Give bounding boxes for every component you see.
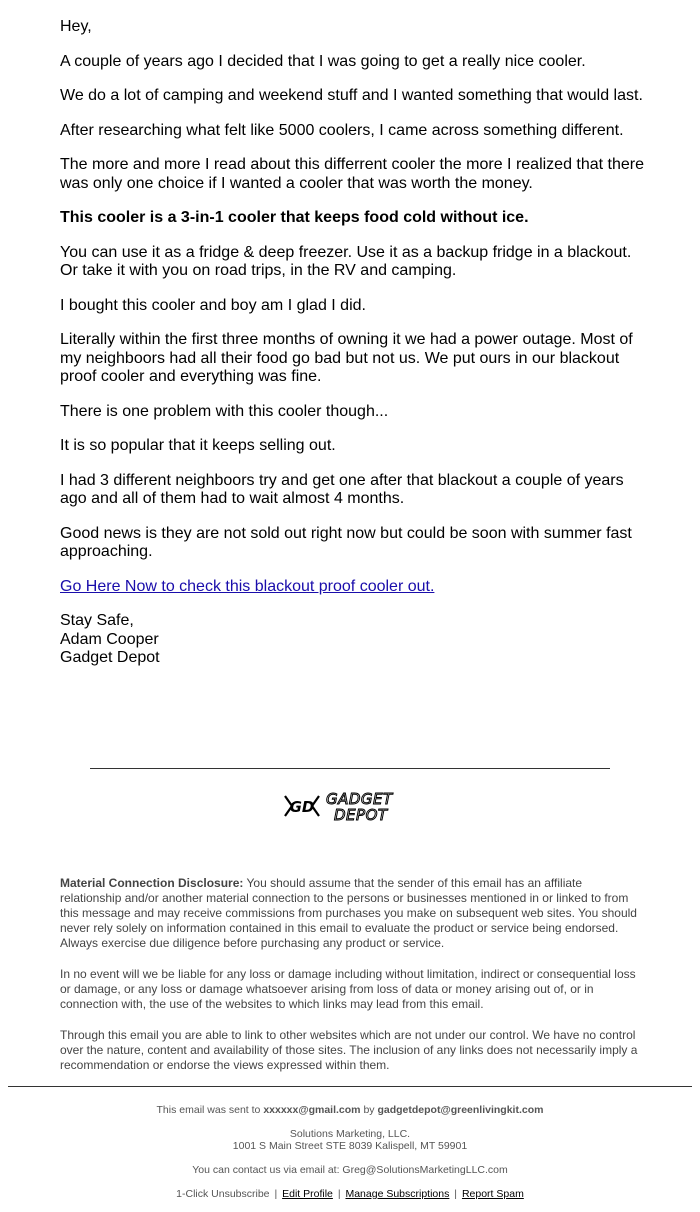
gadget-depot-logo bbox=[282, 788, 422, 824]
disclosure-liability: In no event will we be liable for any loss or damage including without limitation, indirect or consequential loss or damage, or any loss or damage whatsoever arising from loss of data or money arising out of, or in connection with, the use of the websites to which links may lead from this email. bbox=[60, 967, 636, 1011]
logo-word-gadget: GADGET bbox=[326, 790, 393, 808]
sender-email: gadgetdepot@greenlivingkit.com bbox=[377, 1104, 544, 1116]
paragraph-neighbors: I had 3 different neighboors try and get one after that blackout a couple of years ago and all of them had to wait almost 4 months. bbox=[60, 471, 624, 507]
company-address bbox=[0, 1128, 700, 1152]
paragraph-3-in-1: This cooler is a 3-in-1 cooler that keeps food cold without ice. bbox=[60, 209, 529, 226]
email-body bbox=[60, 18, 650, 684]
signoff-company: Gadget Depot bbox=[60, 649, 160, 666]
legal-disclosure bbox=[60, 876, 645, 1089]
paragraph-good-news: Good news is they are not sold out right now but could be soon with summer fast approaching. bbox=[60, 524, 632, 560]
edit-profile-link[interactable]: Edit Profile bbox=[282, 1188, 333, 1200]
contact-line: You can contact us via email at: Greg@SolutionsMarketingLLC.com bbox=[192, 1164, 508, 1176]
footer-divider bbox=[8, 1086, 692, 1087]
paragraph-power-outage: Literally within the first three months of owning it we had a power outage. Most of my neighboors had all their food go bad but not us. We put ours in our blackout proof cooler and everything was fine. bbox=[60, 331, 633, 385]
logo-mark-text: GD bbox=[289, 798, 315, 816]
disclosure-text: You should assume that the sender of this email has an affiliate relationship and/or another material connection to the persons or businesses mentioned in or linked to from this message and may receive commissions from purchases you make on subsequent web sites. You should never rely solely on information contained in this email to evaluate the product or service being endorsed. Always exercise due diligence before purchasing any product or service. bbox=[60, 876, 637, 950]
disclosure-label: Material Connection Disclosure: bbox=[60, 876, 244, 890]
logo-mark-icon bbox=[282, 788, 422, 824]
cta-link[interactable]: Go Here Now to check this blackout proof cooler out. bbox=[60, 577, 435, 595]
logo-word-depot: DEPOT bbox=[334, 806, 388, 824]
paragraph-uses: You can use it as a fridge & deep freezer. Use it as a backup fridge in a blackout. Or take it with you on road trips, in the RV and camping. bbox=[60, 243, 632, 279]
greeting: Hey, bbox=[60, 18, 92, 35]
signoff-line: Stay Safe, bbox=[60, 612, 134, 629]
recipient-email: xxxxxx@gmail.com bbox=[263, 1104, 361, 1116]
manage-subscriptions-link[interactable]: Manage Subscriptions bbox=[345, 1188, 450, 1200]
signoff-name: Adam Cooper bbox=[60, 630, 159, 648]
street-address: 1001 S Main Street STE 8039 Kalispell, MT 59901 bbox=[232, 1140, 468, 1152]
paragraph-problem: There is one problem with this cooler though... bbox=[60, 402, 389, 420]
shadow-divider bbox=[90, 768, 610, 769]
sent-to-line bbox=[0, 1104, 700, 1116]
unsubscribe-label: 1-Click Unsubscribe bbox=[176, 1188, 270, 1200]
disclosure-material-connection bbox=[60, 876, 645, 951]
paragraph-research: After researching what felt like 5000 coolers, I came across something different. bbox=[60, 121, 624, 139]
signoff bbox=[60, 612, 650, 668]
separator: | bbox=[337, 1188, 341, 1200]
disclosure-external-links: Through this email you are able to link to other websites which are not under our control. We have no control over the nature, content and availability of those sites. The inclusion of any links does not necessarily imply a recommendation or endorse the views expressed within them. bbox=[60, 1028, 638, 1072]
paragraph-cooler-intro: A couple of years ago I decided that I was going to get a really nice cooler. bbox=[60, 52, 586, 70]
sent-by: by bbox=[363, 1104, 375, 1116]
sent-prefix: This email was sent to bbox=[156, 1104, 261, 1116]
footer-links bbox=[0, 1188, 700, 1200]
email-footer bbox=[0, 1104, 700, 1212]
cta-paragraph bbox=[60, 578, 650, 597]
company-name: Solutions Marketing, LLC. bbox=[289, 1128, 411, 1140]
paragraph-glad: I bought this cooler and boy am I glad I did. bbox=[60, 296, 366, 314]
separator: | bbox=[274, 1188, 278, 1200]
separator: | bbox=[454, 1188, 458, 1200]
report-spam-link[interactable]: Report Spam bbox=[461, 1188, 524, 1200]
paragraph-one-choice: The more and more I read about this differrent cooler the more I realized that there was only one choice if I wanted a cooler that was worth the money. bbox=[60, 156, 645, 192]
paragraph-camping: We do a lot of camping and weekend stuff and I wanted something that would last. bbox=[60, 87, 643, 104]
paragraph-selling-out: It is so popular that it keeps selling out. bbox=[60, 437, 336, 454]
